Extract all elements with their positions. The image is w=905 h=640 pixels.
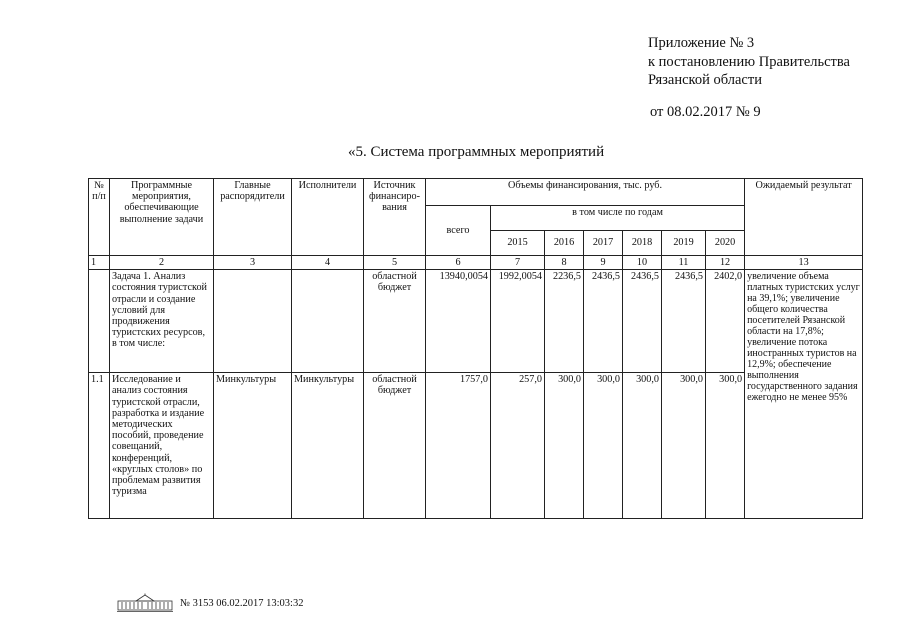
header-funding: Объемы финансирования, тыс. руб. bbox=[426, 179, 745, 206]
header-total: всего bbox=[426, 206, 491, 256]
expected-result: увеличение объема платных туристских услуг на 39,1%; увеличение общего количества посетителей Рязанской области на 17,8%; увеличение потока иностранных туристов на 12,9%; обеспечение выполнения государственного задания ежегодно не менее 95% bbox=[745, 270, 863, 519]
header-year: 2016 bbox=[545, 231, 584, 256]
header-result: Ожидаемый результат bbox=[745, 179, 863, 256]
appendix-line-3: Рязанской области bbox=[648, 72, 762, 88]
row-source: областной бюджет bbox=[364, 373, 426, 519]
row-year-value: 1992,0054 bbox=[491, 270, 545, 373]
row-year-value: 257,0 bbox=[491, 373, 545, 519]
row-year-value: 300,0 bbox=[545, 373, 584, 519]
row-num: 1.1 bbox=[89, 373, 110, 519]
document-footer bbox=[116, 593, 303, 613]
row-measure: Исследование и анализ состояния туристской отрасли, разработка и издание методических пособий, проведение совещаний, конференций, «круглых столов» по проблемам развития туризма bbox=[110, 373, 214, 519]
decree-date: от 08.02.2017 № 9 bbox=[650, 103, 761, 120]
row-year-value: 2402,0 bbox=[706, 270, 745, 373]
government-building-icon bbox=[116, 593, 174, 613]
column-number: 7 bbox=[491, 256, 545, 270]
document-title: «5. Система программных мероприятий bbox=[348, 144, 605, 160]
header-measures: Программные мероприятия, обеспечивающие выполнение задачи bbox=[110, 179, 214, 256]
row-num bbox=[89, 270, 110, 373]
appendix-header bbox=[648, 34, 850, 121]
row-year-value: 2436,5 bbox=[623, 270, 662, 373]
appendix-line-2: к постановлению Правительства bbox=[648, 53, 850, 70]
header-source: Источник финансиро-вания bbox=[364, 179, 426, 256]
column-number: 8 bbox=[545, 256, 584, 270]
program-measures-table bbox=[88, 178, 863, 519]
header-year: 2015 bbox=[491, 231, 545, 256]
column-number: 10 bbox=[623, 256, 662, 270]
column-number: 6 bbox=[426, 256, 491, 270]
column-number: 4 bbox=[292, 256, 364, 270]
column-number: 12 bbox=[706, 256, 745, 270]
header-executors: Исполнители bbox=[292, 179, 364, 256]
column-number: 11 bbox=[662, 256, 706, 270]
header-year: 2020 bbox=[706, 231, 745, 256]
header-year: 2019 bbox=[662, 231, 706, 256]
row-year-value: 2436,5 bbox=[662, 270, 706, 373]
row-executor: Минкультуры bbox=[292, 373, 364, 519]
row-year-value: 300,0 bbox=[662, 373, 706, 519]
table-row bbox=[89, 270, 863, 373]
row-year-value: 300,0 bbox=[706, 373, 745, 519]
row-manager: Минкультуры bbox=[214, 373, 292, 519]
header-by-years: в том числе по годам bbox=[491, 206, 745, 231]
column-number: 1 bbox=[89, 256, 110, 270]
header-managers: Главные распорядители bbox=[214, 179, 292, 256]
row-total: 1757,0 bbox=[426, 373, 491, 519]
row-executor bbox=[292, 270, 364, 373]
row-year-value: 2236,5 bbox=[545, 270, 584, 373]
row-year-value: 2436,5 bbox=[584, 270, 623, 373]
column-number: 13 bbox=[745, 256, 863, 270]
column-number: 2 bbox=[110, 256, 214, 270]
row-year-value: 300,0 bbox=[623, 373, 662, 519]
row-year-value: 300,0 bbox=[584, 373, 623, 519]
row-measure: Задача 1. Анализ состояния туристской отрасли и создание условий для продвижения туристских ресурсов, в том числе: bbox=[110, 270, 214, 373]
document-registration-mark: № 3153 06.02.2017 13:03:32 bbox=[180, 597, 304, 609]
header-year: 2017 bbox=[584, 231, 623, 256]
row-source: областной бюджет bbox=[364, 270, 426, 373]
row-manager bbox=[214, 270, 292, 373]
header-year: 2018 bbox=[623, 231, 662, 256]
column-numbers-row bbox=[89, 256, 863, 270]
column-number: 9 bbox=[584, 256, 623, 270]
appendix-line-1: Приложение № 3 bbox=[648, 35, 755, 51]
header-num: № п/п bbox=[89, 179, 110, 256]
row-total: 13940,0054 bbox=[426, 270, 491, 373]
column-number: 3 bbox=[214, 256, 292, 270]
column-number: 5 bbox=[364, 256, 426, 270]
